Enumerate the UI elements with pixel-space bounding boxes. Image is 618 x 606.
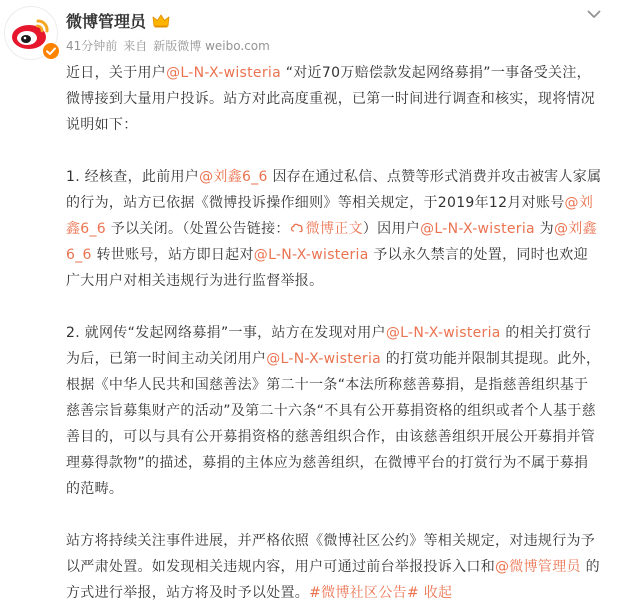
text: 的方式进行举报，站方将及时予以处置。 xyxy=(66,559,600,601)
more-menu-button[interactable] xyxy=(584,4,604,24)
collapse-button[interactable]: 收起 xyxy=(423,585,453,601)
text: 2. 就网传“发起网络募捐”一事，站方在发现对用户 xyxy=(66,325,386,341)
mention-link[interactable]: @L-N-X-wisteria xyxy=(266,351,382,367)
weibo-post-link[interactable] xyxy=(290,221,363,237)
text: 予以永久禁言的处置，同时也欢迎广大用户对相关违规行为进行监督举报。 xyxy=(66,247,588,289)
username-text[interactable]: 微博管理员 xyxy=(66,12,147,31)
text: 予以关闭。（处置公告链接： xyxy=(106,221,290,237)
text: 近日，关于用户 xyxy=(66,65,167,81)
text: 的打赏功能并限制其提现。此外，根据《中华人民共和国慈善法》第二十一条“本法所称慈善募捐，是指慈善组织基于慈善宗旨募集财产的活动”及第二十六条“不具有公开募捐资格的组织或者个人基于慈善目的，可以与具有公开募捐资格的慈善组织合作，由该慈善组织开展公开募捐并管理募得款物”的描述，募捐的主体应为慈善组织，在微博平台的打赏行为不属于募捐的范畴。 xyxy=(66,351,601,497)
verified-badge-icon xyxy=(42,42,60,60)
paragraph-2 xyxy=(66,320,602,502)
username[interactable] xyxy=(66,9,170,32)
text: 为 xyxy=(534,221,554,237)
paragraph-intro xyxy=(66,60,602,138)
text: 的相关打赏行为后，已第一时间主动关闭用户 xyxy=(66,325,592,367)
paragraph-1 xyxy=(66,164,602,294)
text: 1. 经核查，此前用户 xyxy=(66,169,200,185)
source-prefix: 来自 xyxy=(123,39,148,53)
text: ）因用户 xyxy=(362,221,421,237)
chevron-down-icon xyxy=(587,10,601,19)
mention-link[interactable]: @微博管理员 xyxy=(495,559,581,575)
mention-link[interactable]: @L-N-X-wisteria xyxy=(166,65,281,81)
link-icon xyxy=(290,222,304,234)
hashtag-link[interactable]: #微博社区公告# xyxy=(309,585,419,601)
text: 因存在通过私信、点赞等形式消费并攻击被害人家属的行为，站方已依据《微博投诉操作细则》等相关规定，于2019年12月对账号 xyxy=(66,169,602,211)
mention-link[interactable]: @L-N-X-wisteria xyxy=(420,221,535,237)
mention-link[interactable]: @刘鑫6_6 xyxy=(66,221,597,263)
weibo-post-link-text[interactable]: 微博正文 xyxy=(305,221,363,237)
mention-link[interactable]: @L-N-X-wisteria xyxy=(253,247,369,263)
mention-link[interactable]: @刘鑫6_6 xyxy=(66,195,594,237)
post-source[interactable]: 新版微博 weibo.com xyxy=(153,39,270,53)
post-time[interactable]: 41分钟前 xyxy=(66,39,118,53)
text: 转世账号，站方即日起对 xyxy=(91,247,254,263)
text: 站方将持续关注事件进展，并严格依照《微博社区公约》等相关规定，对违规行为予以严肃处置。如发现相关违规内容，用户可通过前台举报投诉入口和 xyxy=(66,533,596,575)
mention-link[interactable]: @L-N-X-wisteria xyxy=(385,325,501,341)
paragraph-closing xyxy=(66,528,602,606)
post-content xyxy=(66,60,602,606)
text: “对近70万赔偿款发起网络募捐”一事备受关注，微博接到大量用户投诉。站方对此高度重视，已第一时间进行调查和核实，现将情况说明如下： xyxy=(66,65,596,133)
post-meta xyxy=(66,37,270,54)
crown-icon xyxy=(152,13,170,29)
mention-link[interactable]: @刘鑫6_6 xyxy=(199,169,268,185)
